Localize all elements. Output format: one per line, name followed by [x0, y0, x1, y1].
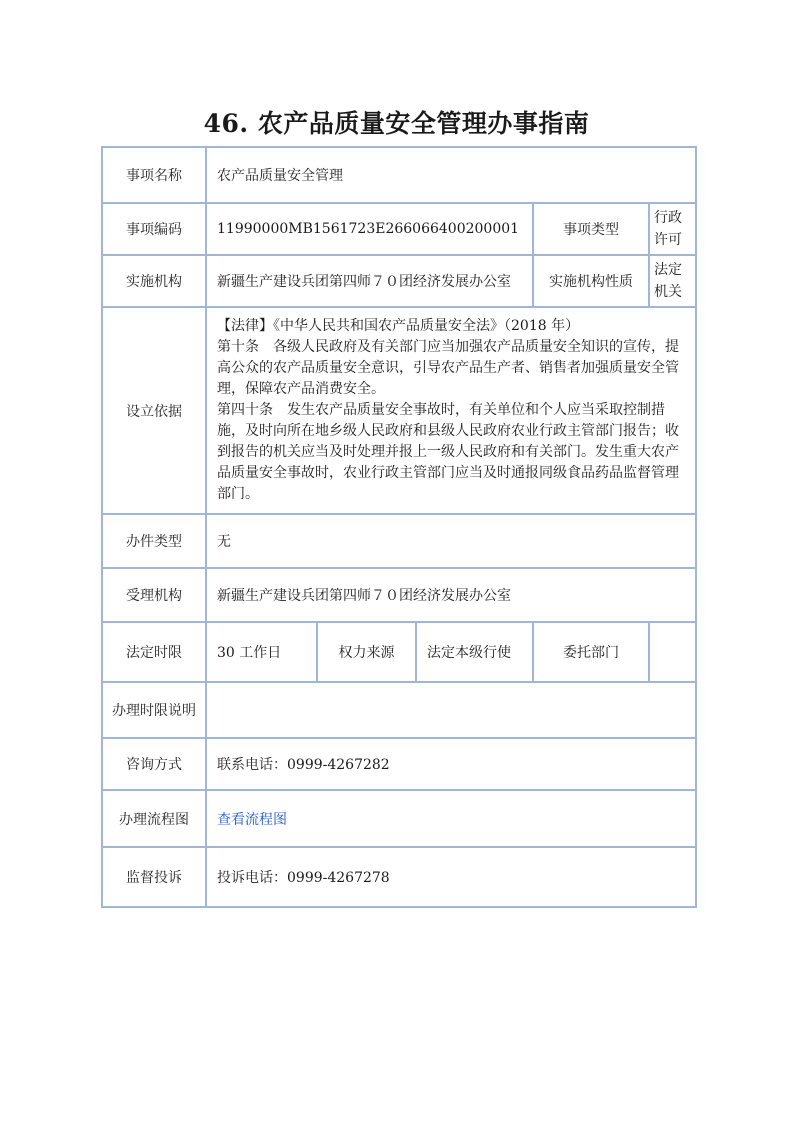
- row-agency: [102, 255, 696, 307]
- accepting-agency-label: 受理机构: [102, 568, 206, 622]
- supervision-value: 投诉电话：0999-4267278: [206, 847, 696, 907]
- guide-table: [101, 146, 697, 908]
- time-note-label: 办理时限说明: [102, 682, 206, 738]
- handling-type-value: 无: [206, 514, 696, 568]
- item-type-value: 行政许可: [649, 203, 696, 255]
- row-flowchart: [102, 790, 696, 847]
- entrusted-dept-value: [649, 622, 696, 682]
- item-code-label: 事项编码: [102, 203, 206, 255]
- basis-article-40: 第四十条 发生农产品质量安全事故时，有关单位和个人应当采取控制措施，及时向所在地乡级人民政府和县级人民政府农业行政主管部门报告；收到报告的机关应当及时处理并报上一级人民政府和有关部门。发生重大农产品质量安全事故时，农业行政主管部门应当及时通报同级食品药品监督管理部门。: [217, 402, 679, 502]
- view-flowchart-link[interactable]: 查看流程图: [217, 811, 287, 828]
- row-supervision: [102, 847, 696, 907]
- row-accepting-agency: [102, 568, 696, 622]
- basis-law-title: 【法律】《中华人民共和国农产品质量安全法》（2018 年）: [217, 318, 580, 334]
- row-basis: [102, 307, 696, 514]
- item-name-label: 事项名称: [102, 147, 206, 203]
- row-time-limit: [102, 622, 696, 682]
- accepting-agency-value: 新疆生产建设兵团第四师７０团经济发展办公室: [206, 568, 696, 622]
- row-consult: [102, 738, 696, 790]
- agency-nature-label: 实施机构性质: [533, 255, 649, 307]
- time-limit-value: 30 工作日: [206, 622, 317, 682]
- supervision-label: 监督投诉: [102, 847, 206, 907]
- row-handling-type: [102, 514, 696, 568]
- handling-type-label: 办件类型: [102, 514, 206, 568]
- power-source-label: 权力来源: [317, 622, 416, 682]
- item-type-label: 事项类型: [533, 203, 649, 255]
- flowchart-cell: [206, 790, 696, 847]
- agency-nature-value: 法定机关: [649, 255, 696, 307]
- basis-label: 设立依据: [102, 307, 206, 514]
- agency-label: 实施机构: [102, 255, 206, 307]
- flowchart-label: 办理流程图: [102, 790, 206, 847]
- row-item-code: [102, 203, 696, 255]
- consult-label: 咨询方式: [102, 738, 206, 790]
- entrusted-dept-label: 委托部门: [533, 622, 649, 682]
- basis-article-10: 第十条 各级人民政府及有关部门应当加强农产品质量安全知识的宣传，提高公众的农产品质量安全意识，引导农产品生产者、销售者加强质量安全管理，保障农产品消费安全。: [217, 339, 679, 397]
- power-source-value: 法定本级行使: [416, 622, 533, 682]
- consult-value: 联系电话：0999-4267282: [206, 738, 696, 790]
- page-title: 46. 农产品质量安全管理办事指南: [203, 109, 590, 138]
- agency-value: 新疆生产建设兵团第四师７０团经济发展办公室: [206, 255, 533, 307]
- time-note-value: [206, 682, 696, 738]
- basis-text: [206, 307, 696, 514]
- row-time-note: [102, 682, 696, 738]
- item-code-value: 11990000MB1561723E266066400200001: [206, 203, 533, 255]
- row-item-name: [102, 147, 696, 203]
- item-name-value: 农产品质量安全管理: [206, 147, 696, 203]
- time-limit-label: 法定时限: [102, 622, 206, 682]
